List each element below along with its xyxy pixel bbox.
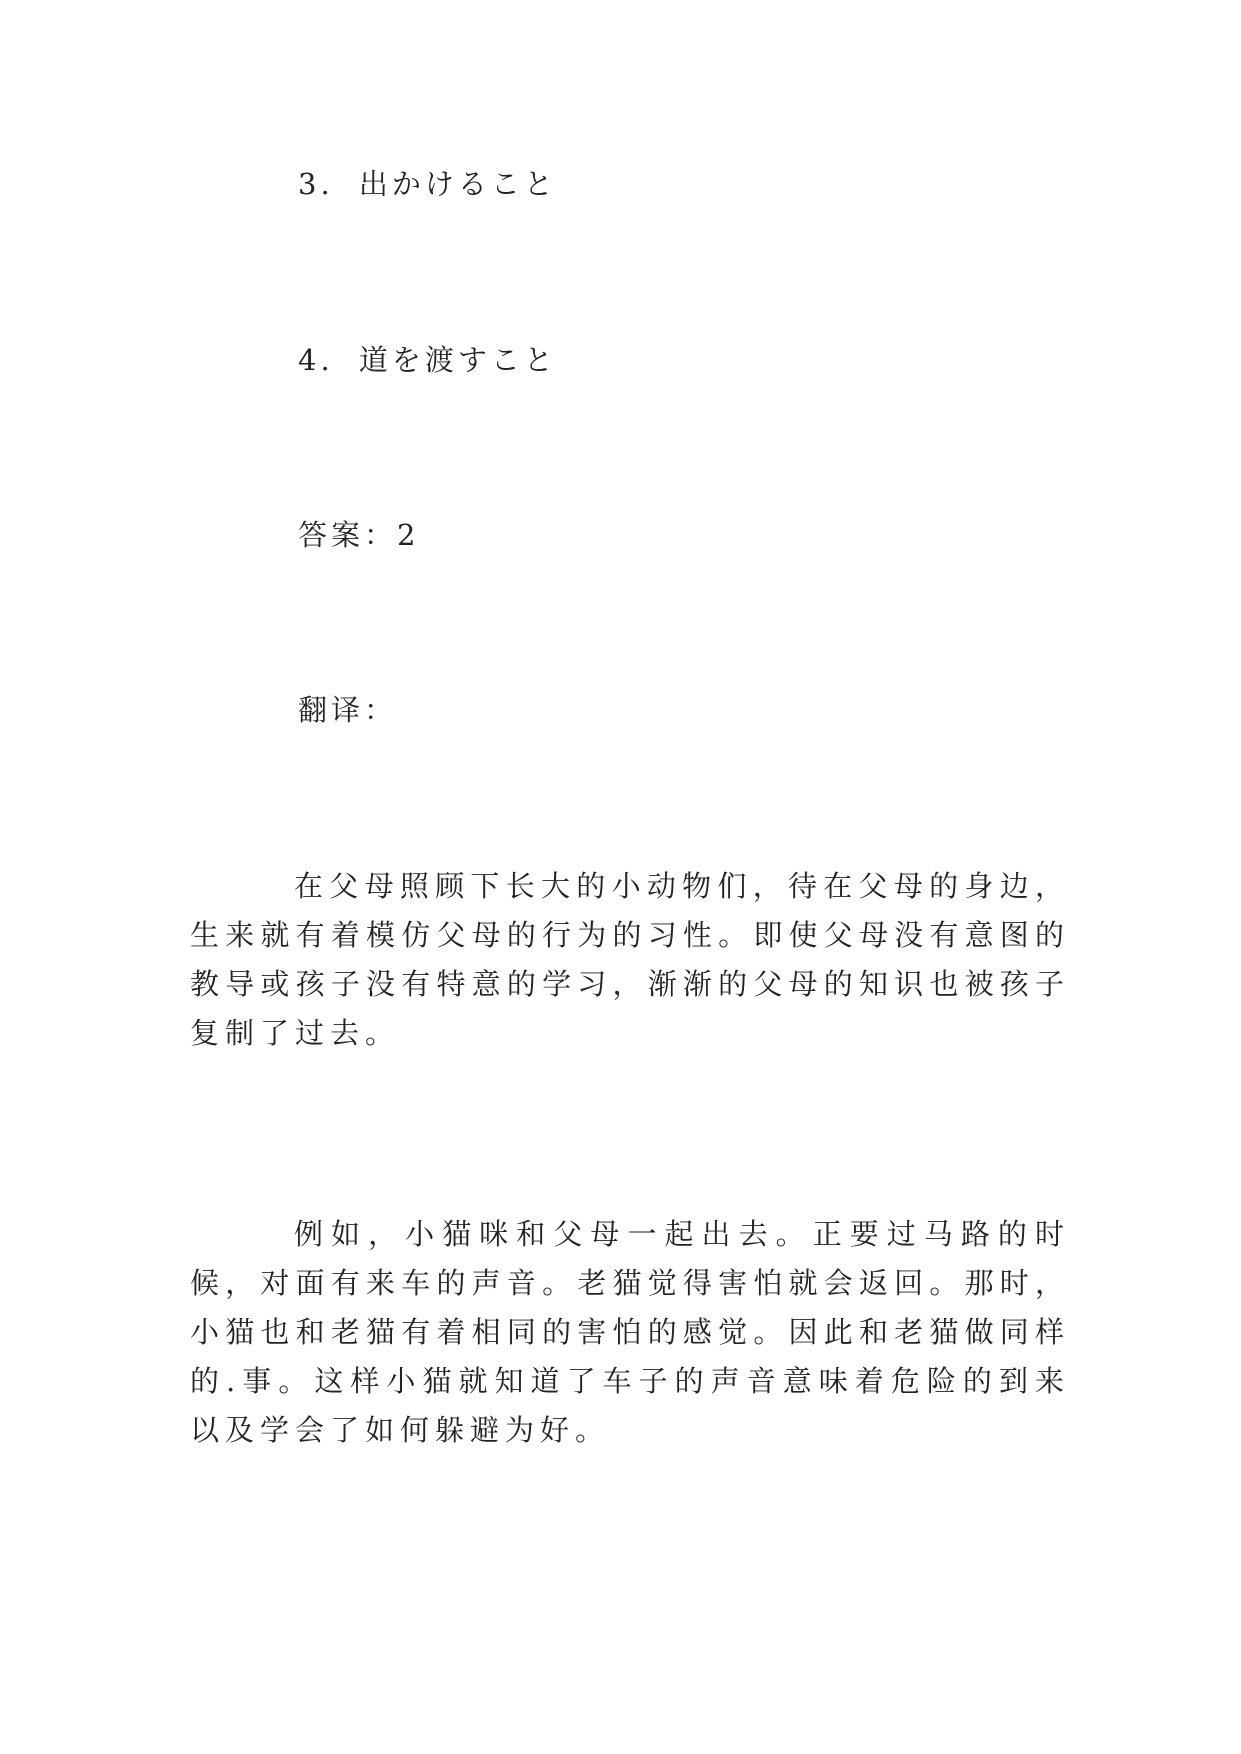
translation-paragraph-2: 例如，小猫咪和父母一起出去。正要过马路的时候，对面有来车的声音。老猫觉得害怕就会返回。那时，小猫也和老猫有着相同的害怕的感觉。因此和老猫做同样的.事。这样小猫就知道了车子的声音意味着危险的到来以及学会了如何躲避为好。 <box>190 1217 1070 1447</box>
translation-heading: 翻译： <box>298 693 398 727</box>
answer-line: 答案：2 <box>298 518 420 552</box>
option-3 <box>298 160 557 208</box>
translation-paragraph-1: 在父母照顾下长大的小动物们，待在父母的身边，生来就有着模仿父母的行为的习性。即使父母没有意图的教导或孩子没有特意的学习，渐渐的父母的知识也被孩子复制了过去。 <box>190 869 1070 1050</box>
option-number: 3. <box>298 167 334 201</box>
option-text: 道を渡すこと <box>358 343 557 377</box>
option-4 <box>298 336 557 384</box>
option-number: 4. <box>298 343 334 377</box>
option-text: 出かけること <box>358 167 557 201</box>
